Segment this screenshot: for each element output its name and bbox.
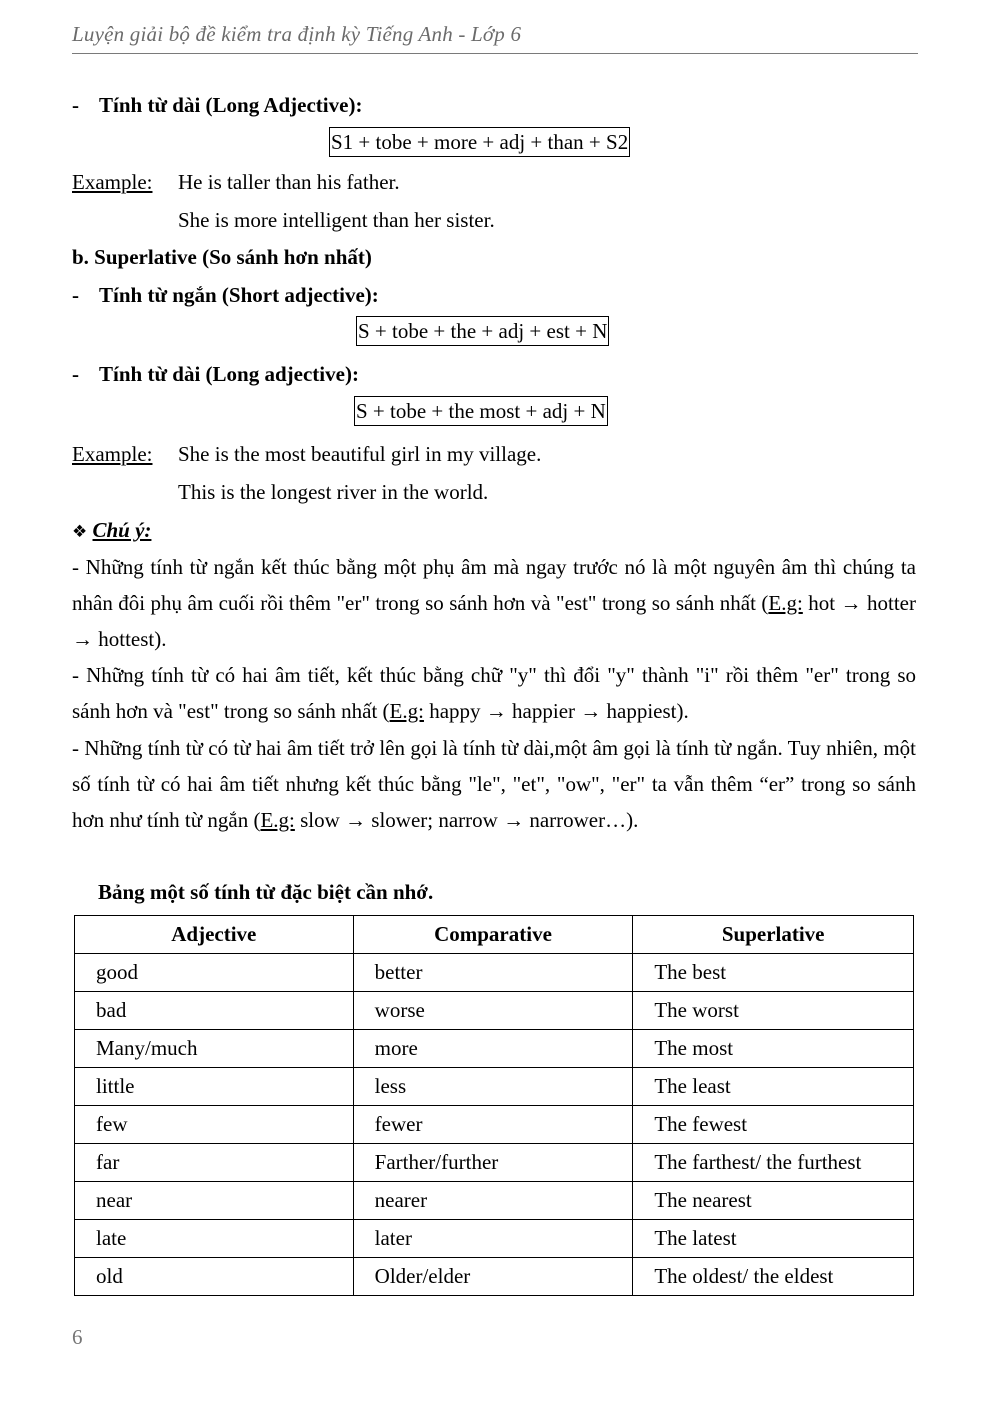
example-label-text: Example: bbox=[72, 170, 153, 194]
example-sentence: This is the longest river in the world. bbox=[178, 480, 489, 504]
table-row bbox=[75, 1144, 914, 1182]
cell-superlative: The nearest bbox=[633, 1182, 914, 1220]
cell-comparative: fewer bbox=[353, 1106, 633, 1144]
note-heading bbox=[72, 517, 151, 545]
note-paragraph bbox=[72, 549, 916, 657]
example-label-text: Example: bbox=[72, 442, 153, 466]
cell-adjective: far bbox=[75, 1144, 354, 1182]
diamond-bullet-icon: ❖ bbox=[72, 522, 88, 542]
table-header-row bbox=[75, 916, 914, 954]
cell-adjective: old bbox=[75, 1258, 354, 1296]
heading-text: Tính từ dài (Long adjective): bbox=[99, 362, 359, 386]
cell-superlative: The least bbox=[633, 1068, 914, 1106]
cell-adjective: little bbox=[75, 1068, 354, 1106]
cell-adjective: bad bbox=[75, 992, 354, 1030]
heading-text: Tính từ ngắn (Short adjective): bbox=[99, 283, 379, 307]
short-adj-heading bbox=[72, 282, 379, 308]
example-label bbox=[72, 169, 152, 195]
example-label bbox=[72, 441, 152, 467]
note-text: - Những tính từ có từ hai âm tiết trở lên gọi là tính từ dài,một âm gọi là tính từ ngắn. Tuy nhiên, một số tính từ có hai âm tiết nhưng kết thúc bằng "le", "et", "ow", "er" ta vẫn thêm “er” trong so sánh hơn như tính từ ngắn ( bbox=[72, 736, 916, 832]
note-title: Chú ý: bbox=[92, 518, 152, 542]
bullet-dash: - bbox=[72, 93, 79, 117]
cell-comparative: later bbox=[353, 1220, 633, 1258]
table-row bbox=[75, 1106, 914, 1144]
note-text: - Những tính từ có hai âm tiết, kết thúc bằng chữ "y" thì đổi "y" thành "i" rồi thêm "er" trong so sánh hơn và "est" trong so sánh nhất ( bbox=[72, 663, 916, 723]
example-sentence: She is more intelligent than her sister. bbox=[178, 208, 495, 232]
cell-comparative: more bbox=[353, 1030, 633, 1068]
cell-comparative: worse bbox=[353, 992, 633, 1030]
table-caption: Bảng một số tính từ đặc biệt cần nhớ. bbox=[98, 880, 434, 904]
example-sentence: She is the most beautiful girl in my village. bbox=[178, 442, 542, 466]
cell-adjective: Many/much bbox=[75, 1030, 354, 1068]
book-title: Luyện giải bộ đề kiểm tra định kỳ Tiếng Anh - Lớp 6 bbox=[72, 22, 522, 46]
cell-comparative: less bbox=[353, 1068, 633, 1106]
eg-label: E.g: bbox=[768, 591, 803, 615]
cell-comparative: better bbox=[353, 954, 633, 992]
cell-superlative: The worst bbox=[633, 992, 914, 1030]
eg-label: E.g: bbox=[389, 699, 424, 723]
column-header-adjective: Adjective bbox=[75, 916, 354, 954]
cell-adjective: late bbox=[75, 1220, 354, 1258]
special-adjectives-table bbox=[74, 915, 914, 1296]
cell-comparative: nearer bbox=[353, 1182, 633, 1220]
note-paragraph bbox=[72, 730, 916, 838]
table-row bbox=[75, 954, 914, 992]
superlative-short-formula: S + tobe + the + adj + est + N bbox=[356, 316, 609, 346]
eg-label: E.g: bbox=[260, 808, 295, 832]
cell-superlative: The best bbox=[633, 954, 914, 992]
cell-adjective: near bbox=[75, 1182, 354, 1220]
long-adj-heading bbox=[72, 361, 359, 387]
running-header bbox=[72, 22, 918, 54]
table-row bbox=[75, 1182, 914, 1220]
bullet-dash: - bbox=[72, 283, 79, 307]
cell-comparative: Farther/further bbox=[353, 1144, 633, 1182]
table-row bbox=[75, 1030, 914, 1068]
long-adj-comparative-heading bbox=[72, 92, 362, 118]
comparative-long-formula: S1 + tobe + more + adj + than + S2 bbox=[329, 127, 630, 157]
page-number: 6 bbox=[72, 1325, 83, 1349]
cell-superlative: The oldest/ the eldest bbox=[633, 1258, 914, 1296]
column-header-superlative: Superlative bbox=[633, 916, 914, 954]
table-row bbox=[75, 1258, 914, 1296]
cell-superlative: The fewest bbox=[633, 1106, 914, 1144]
superlative-long-formula: S + tobe + the most + adj + N bbox=[354, 396, 608, 426]
note-text: - Những tính từ ngắn kết thúc bằng một phụ âm mà ngay trước nó là một nguyên âm thì chúng ta nhân đôi phụ âm cuối rồi thêm "er" trong so sánh hơn và "est" trong so sánh nhất ( bbox=[72, 555, 916, 615]
table-row bbox=[75, 1068, 914, 1106]
cell-superlative: The latest bbox=[633, 1220, 914, 1258]
column-header-comparative: Comparative bbox=[353, 916, 633, 954]
eg-text: happy → happier → happiest). bbox=[423, 699, 689, 723]
eg-text: hot → hotter → hottest). bbox=[72, 591, 916, 651]
cell-superlative: The most bbox=[633, 1030, 914, 1068]
table-row bbox=[75, 992, 914, 1030]
note-paragraph bbox=[72, 657, 916, 729]
bullet-dash: - bbox=[72, 362, 79, 386]
superlative-heading: b. Superlative (So sánh hơn nhất) bbox=[72, 245, 372, 269]
table-row bbox=[75, 1220, 914, 1258]
cell-adjective: few bbox=[75, 1106, 354, 1144]
example-sentence: He is taller than his father. bbox=[178, 170, 400, 194]
cell-comparative: Older/elder bbox=[353, 1258, 633, 1296]
heading-text: Tính từ dài (Long Adjective): bbox=[99, 93, 363, 117]
cell-superlative: The farthest/ the furthest bbox=[633, 1144, 914, 1182]
eg-text: slow → slower; narrow → narrower…). bbox=[294, 808, 639, 832]
cell-adjective: good bbox=[75, 954, 354, 992]
